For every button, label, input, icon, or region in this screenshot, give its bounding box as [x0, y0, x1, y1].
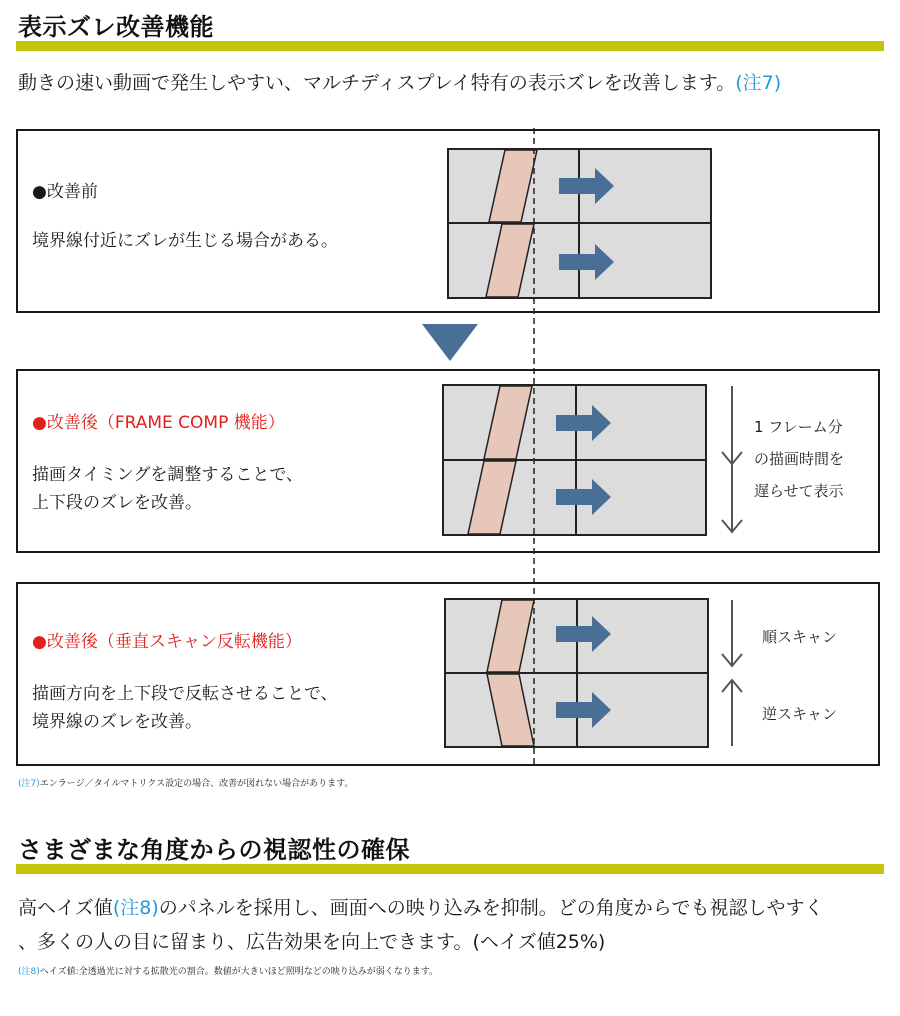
section2-lead-line1 — [18, 893, 824, 920]
lead-text: 動きの速い動画で発生しやすい、マルチディスプレイ特有の表示ズレを改善します。 — [18, 72, 736, 94]
panel-text-scan-1: 描画方向を上下段で反転させることで、 — [32, 684, 338, 704]
section-heading-display-shift: 表示ズレ改善機能 — [18, 13, 214, 41]
footnote-7-text: エンラージ／タイルマトリクス設定の場合、改善が図れない場合があります。 — [39, 779, 354, 789]
section-heading-viewing-angle: さまざまな角度からの視認性の確保 — [18, 836, 410, 864]
section2-lead-line2: 、多くの人の目に留まり、広告効果を向上できます。(ヘイズ値25%) — [18, 931, 606, 953]
forward-scan-label: 順スキャン — [762, 628, 838, 646]
heading-underline-bar — [16, 41, 884, 51]
lead2-text-a: 高ヘイズ値 — [18, 897, 113, 919]
frame-delay-caption — [754, 411, 844, 507]
note-ref-7: (注7) — [735, 72, 782, 94]
footnote-7 — [18, 776, 353, 789]
panel-frame-comp — [16, 369, 880, 553]
panel-scan-reversal — [16, 582, 880, 766]
down-arrow-triangle — [422, 324, 478, 361]
panel-text-frame-comp-1: 描画タイミングを調整することで、 — [32, 465, 303, 485]
footnote-8-ref: (注8) — [18, 967, 40, 977]
panel-before-improvement — [16, 129, 880, 313]
lead2-text-b: のパネルを採用し、画面への映り込みを抑制。どの角度からでも視認しやすく — [158, 897, 824, 919]
panel-text-frame-comp-2: 上下段のズレを改善。 — [32, 493, 202, 513]
panel-text-before: 境界線付近にズレが生じる場合がある。 — [32, 231, 338, 251]
panel-title-frame-comp: ●改善後（FRAME COMP 機能） — [32, 413, 285, 433]
panel-text-scan-2: 境界線のズレを改善。 — [32, 712, 202, 732]
footnote-8-text: ヘイズ値:全透過光に対する拡散光の割合。数値が大きいほど照明などの映り込みが弱くなります。 — [39, 967, 438, 977]
frame-delay-caption-1: 1 フレーム分 — [754, 418, 843, 436]
frame-delay-caption-2: の描画時間を — [754, 450, 845, 468]
heading-underline-bar — [16, 864, 884, 874]
section-lead-text — [18, 68, 781, 95]
frame-delay-caption-3: 遅らせて表示 — [754, 482, 844, 500]
panel-title-before: ●改善前 — [32, 182, 98, 202]
footnote-8 — [18, 964, 438, 977]
reverse-scan-label: 逆スキャン — [762, 705, 838, 723]
footnote-7-ref: (注7) — [18, 779, 40, 789]
note-ref-8: (注8) — [112, 897, 159, 919]
panel-title-scan-reversal: ●改善後（垂直スキャン反転機能） — [32, 632, 302, 652]
